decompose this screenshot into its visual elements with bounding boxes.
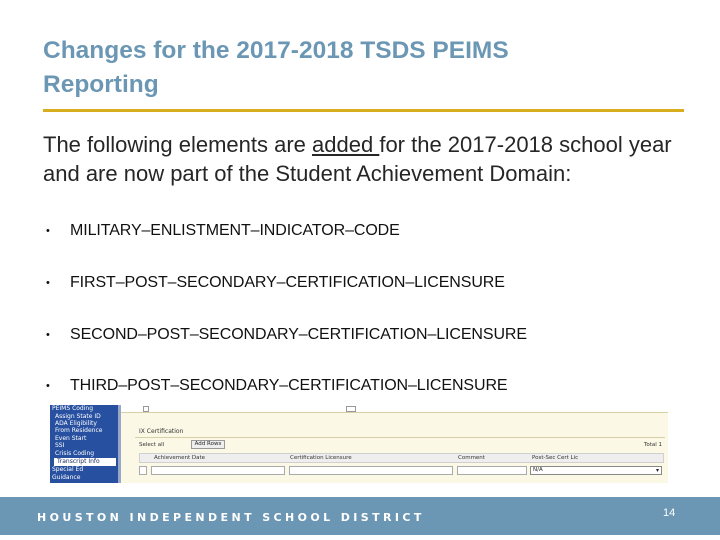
sidebar-item-ada-eligibility: ADA Eligibility [55, 420, 97, 427]
bullet-text: THIRD–POST–SECONDARY–CERTIFICATION–LICENSURE [70, 377, 508, 394]
row-checkbox [139, 466, 147, 475]
bullet-marker: • [46, 329, 50, 341]
page-number: 14 [663, 507, 676, 519]
comment-field [457, 466, 527, 475]
bullet-text: MILITARY–ENLISTMENT–INDICATOR–CODE [70, 222, 400, 239]
post-sec-select: N/A ▾ [530, 466, 662, 475]
bullet-item [43, 375, 507, 397]
embedded-screenshot [50, 405, 668, 483]
footer-bar [0, 497, 720, 535]
bullet-marker: • [46, 225, 50, 237]
bullet-item [43, 220, 400, 242]
screenshot-sidebar [50, 405, 118, 483]
bullet-item [43, 272, 505, 294]
table-header-row [139, 453, 664, 463]
sidebar-item-guidance: Guidance [52, 474, 81, 481]
dropdown-icon [346, 406, 356, 412]
sidebar-item-transcript-info: Transcript Info [54, 458, 116, 466]
column-header: Certification Licensure [290, 455, 352, 461]
slide-title [43, 34, 683, 102]
bullet-marker: • [46, 277, 50, 289]
bullet-marker: • [46, 380, 50, 392]
sidebar-item-ssi: SSI [55, 442, 65, 449]
bullet-text: SECOND–POST–SECONDARY–CERTIFICATION–LICENSURE [70, 326, 527, 343]
intro-underlined-word: added [312, 132, 380, 157]
select-all-label: Select all [139, 442, 165, 448]
intro-text-end: for the 2017-2018 school year and are now part of the Student Achievement Domain: [43, 132, 672, 186]
bullet-text: FIRST–POST–SECONDARY–CERTIFICATION–LICENSURE [70, 274, 505, 291]
bullet-item [43, 324, 527, 346]
sidebar-item-assign-state-id: Assign State ID [55, 413, 101, 420]
section-divider [135, 437, 665, 438]
certification-field [289, 466, 453, 475]
add-rows-button: Add Rows [191, 440, 225, 449]
achievement-date-field [151, 466, 285, 475]
checkbox-icon [143, 406, 149, 412]
sidebar-item-crisis-coding: Crisis Coding [55, 450, 95, 457]
sidebar-item-special-ed: Special Ed [52, 466, 84, 473]
slide-title-line-2: Reporting [43, 71, 159, 98]
column-header: Achievement Date [154, 455, 206, 461]
table-row [139, 465, 664, 476]
bottom-band [0, 535, 720, 540]
screenshot-content [121, 405, 668, 483]
sidebar-item-from-residence: From Residence [55, 427, 103, 434]
section-title: IX Certification [139, 428, 184, 435]
intro-paragraph [43, 130, 683, 188]
sidebar-item-even-start: Even Start [55, 435, 87, 442]
title-divider [43, 109, 684, 112]
intro-text-start: The following elements are [43, 132, 313, 157]
total-label: Total 1 [643, 442, 662, 448]
district-name: HOUSTON INDEPENDENT SCHOOL DISTRICT [37, 511, 425, 524]
slide-title-line-1: Changes for the 2017-2018 TSDS PEIMS [43, 37, 509, 64]
column-header: Comment [458, 455, 485, 461]
screenshot-top-bar [121, 405, 668, 413]
sidebar-item-peims-coding: PEIMS Coding [52, 405, 94, 412]
column-header: Post-Sec Cert Lic [532, 455, 579, 461]
